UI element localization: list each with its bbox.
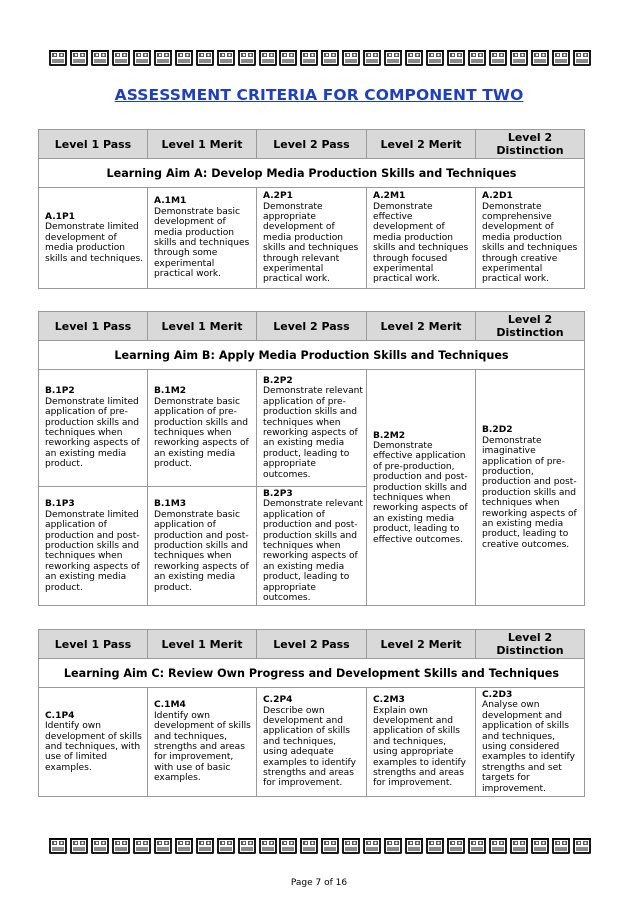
criteria-row (39, 188, 585, 289)
learning-aim-b-title: Learning Aim B: Apply Media Production Skills and Techniques (39, 341, 585, 370)
criterion-text: Demonstrate relevant application of production and post-production skills and techniques when reworking aspects of an existing media product, leading to appropriate outcomes. (263, 499, 363, 604)
criterion-text: Describe own development and application of skills and techniques, using adequate examples to identify strengths and areas for improvement. (263, 705, 356, 789)
criterion-cell (367, 188, 476, 289)
film-reel-icon (551, 48, 571, 68)
header-level-2-distinction: Level 2 Distinction (476, 130, 585, 159)
header-level-2-distinction: Level 2 Distinction (476, 312, 585, 341)
criterion-code: B.2P3 (263, 489, 293, 499)
criterion-text: Demonstrate limited development of media production skills and techniques. (45, 222, 144, 264)
criteria-row (39, 688, 585, 797)
film-reel-icon (446, 836, 466, 856)
film-reel-icon (509, 48, 529, 68)
film-reel-icon (341, 836, 361, 856)
level-header-row (39, 312, 585, 341)
film-reel-icon (111, 48, 131, 68)
film-reel-icon (258, 836, 278, 856)
film-reel-icon (237, 48, 257, 68)
film-reel-icon (572, 836, 592, 856)
film-reel-icon (132, 48, 152, 68)
film-reel-icon (174, 836, 194, 856)
learning-aim-c-title: Learning Aim C: Review Own Progress and Development Skills and Techniques (39, 659, 585, 688)
level-header-row (39, 130, 585, 159)
learning-aim-row (39, 659, 585, 688)
header-level-1-merit: Level 1 Merit (148, 130, 257, 159)
criterion-code: B.1M3 (154, 499, 187, 510)
criterion-cell (39, 188, 148, 289)
criterion-cell (257, 487, 367, 606)
criterion-code: B.1P2 (45, 386, 75, 397)
criterion-text: Analyse own development and application of skills and techniques, using considered examples to identify strengths and set targets for improvement. (482, 700, 575, 794)
criterion-cell (148, 688, 257, 797)
criterion-text: Explain own development and application of skills and techniques, using appropriate examples to identify strengths and areas for improvement. (373, 705, 466, 789)
film-reel-icon (69, 836, 89, 856)
header-level-1-pass: Level 1 Pass (39, 630, 148, 659)
film-reel-icon (509, 836, 529, 856)
film-reel-icon (404, 48, 424, 68)
film-reel-icon (216, 48, 236, 68)
film-strip-top (48, 48, 592, 68)
criterion-cell (39, 370, 148, 487)
criterion-code: A.1P1 (45, 211, 75, 222)
criterion-text: Demonstrate limited application of pre-production skills and techniques when reworking aspects of an existing media product. (45, 396, 140, 470)
criteria-row (39, 370, 585, 487)
film-reel-icon (572, 48, 592, 68)
criterion-text: Demonstrate appropriate development of media production skills and techniques through relevant experimental practical work. (263, 201, 359, 285)
criteria-table-aim-a (38, 129, 585, 289)
film-reel-icon (320, 48, 340, 68)
criterion-text: Identify own development of skills and techniques, strengths and areas for improvement, with use of basic examples. (154, 710, 251, 784)
film-reel-icon (90, 48, 110, 68)
criterion-cell (148, 370, 257, 487)
film-reel-icon (111, 836, 131, 856)
criterion-code: A.1M1 (154, 196, 187, 207)
criterion-text: Demonstrate effective development of media production skills and techniques through focused experimental practical work. (373, 201, 469, 285)
criterion-code: B.2P2 (263, 375, 293, 386)
level-header-row (39, 630, 585, 659)
film-reel-icon (383, 836, 403, 856)
film-reel-icon (216, 836, 236, 856)
film-reel-icon (195, 48, 215, 68)
header-level-1-pass: Level 1 Pass (39, 130, 148, 159)
criterion-text: Demonstrate imaginative application of pre-production, production and post-production skills and techniques when reworking aspects of an existing media product, leading to creative outcomes. (482, 435, 577, 550)
film-reel-icon (425, 836, 445, 856)
film-reel-icon (425, 48, 445, 68)
header-level-1-merit: Level 1 Merit (148, 312, 257, 341)
criteria-table-aim-c (38, 629, 585, 797)
header-level-2-pass: Level 2 Pass (257, 130, 367, 159)
page-number: Page 7 of 16 (290, 878, 348, 888)
criterion-cell (257, 188, 367, 289)
film-reel-icon (530, 836, 550, 856)
criterion-text: Demonstrate basic application of production and post-production skills and techniques when reworking aspects of an existing media product. (154, 509, 249, 593)
criterion-text: Demonstrate comprehensive development of media production skills and techniques through creative experimental practical work. (482, 201, 578, 285)
film-reel-icon (153, 48, 173, 68)
criterion-code: A.2P1 (263, 191, 293, 202)
film-reel-icon (530, 48, 550, 68)
header-level-2-pass: Level 2 Pass (257, 630, 367, 659)
film-reel-icon (153, 836, 173, 856)
film-reel-icon (48, 836, 68, 856)
film-reel-icon (278, 48, 298, 68)
film-reel-icon (488, 48, 508, 68)
header-level-2-merit: Level 2 Merit (367, 130, 476, 159)
criterion-code: B.2D2 (482, 425, 513, 436)
criterion-code: B.1P3 (45, 499, 75, 510)
film-reel-icon (48, 48, 68, 68)
criterion-cell (257, 688, 367, 797)
criterion-text: Demonstrate basic application of pre-production skills and techniques when reworking aspects of an existing media product. (154, 396, 249, 470)
film-reel-icon (278, 836, 298, 856)
criterion-code: B.1M2 (154, 386, 187, 397)
film-reel-icon (383, 48, 403, 68)
criterion-text: Identify own development of skills and techniques, with use of limited examples. (45, 721, 142, 773)
criterion-code: B.2M2 (373, 430, 406, 441)
film-reel-icon (174, 48, 194, 68)
criterion-text: Demonstrate relevant application of pre-production skills and techniques when reworking aspects of an existing media product, leading to appropriate outcomes. (263, 386, 363, 480)
criterion-cell (476, 688, 585, 797)
header-level-1-pass: Level 1 Pass (39, 312, 148, 341)
header-level-2-distinction: Level 2 Distinction (476, 630, 585, 659)
learning-aim-a-title: Learning Aim A: Develop Media Production Skills and Techniques (39, 159, 585, 188)
criterion-code: C.2D3 (482, 690, 513, 700)
film-reel-icon (341, 48, 361, 68)
criterion-text: Demonstrate basic development of media production skills and techniques through some experimental practical work. (154, 206, 250, 280)
criterion-code: C.1M4 (154, 700, 186, 711)
film-reel-icon (258, 48, 278, 68)
header-level-2-merit: Level 2 Merit (367, 312, 476, 341)
header-level-2-pass: Level 2 Pass (257, 312, 367, 341)
criterion-code: A.2D1 (482, 191, 513, 202)
header-level-2-merit: Level 2 Merit (367, 630, 476, 659)
film-reel-icon (299, 836, 319, 856)
criterion-cell (148, 487, 257, 606)
criterion-cell (257, 370, 367, 487)
criterion-cell (367, 688, 476, 797)
film-reel-icon (195, 836, 215, 856)
criterion-cell (476, 188, 585, 289)
film-reel-icon (467, 836, 487, 856)
film-reel-icon (320, 836, 340, 856)
film-strip-bottom (48, 836, 592, 856)
criterion-cell (39, 688, 148, 797)
criterion-cell (39, 487, 148, 606)
film-reel-icon (551, 836, 571, 856)
film-reel-icon (404, 836, 424, 856)
film-reel-icon (132, 836, 152, 856)
criterion-cell (367, 370, 476, 606)
film-reel-icon (467, 48, 487, 68)
criterion-text: Demonstrate limited application of production and post-production skills and techniques when reworking aspects of an existing media product. (45, 509, 140, 593)
learning-aim-row (39, 341, 585, 370)
film-reel-icon (446, 48, 466, 68)
film-reel-icon (90, 836, 110, 856)
criterion-code: C.1P4 (45, 710, 75, 721)
criterion-code: C.2P4 (263, 695, 293, 706)
film-reel-icon (488, 836, 508, 856)
criterion-text: Demonstrate effective application of pre-production, production and post-production skills and techniques when reworking aspects of an existing media product, leading to effective outcomes. (373, 440, 468, 545)
criterion-cell (148, 188, 257, 289)
criterion-code: C.2M3 (373, 695, 405, 706)
film-reel-icon (237, 836, 257, 856)
criterion-code: A.2M1 (373, 191, 406, 202)
film-reel-icon (362, 836, 382, 856)
page-title: ASSESSMENT CRITERIA FOR COMPONENT TWO (114, 86, 524, 104)
film-reel-icon (299, 48, 319, 68)
criterion-cell (476, 370, 585, 606)
header-level-1-merit: Level 1 Merit (148, 630, 257, 659)
learning-aim-row (39, 159, 585, 188)
film-reel-icon (69, 48, 89, 68)
criteria-table-aim-b (38, 311, 585, 606)
film-reel-icon (362, 48, 382, 68)
